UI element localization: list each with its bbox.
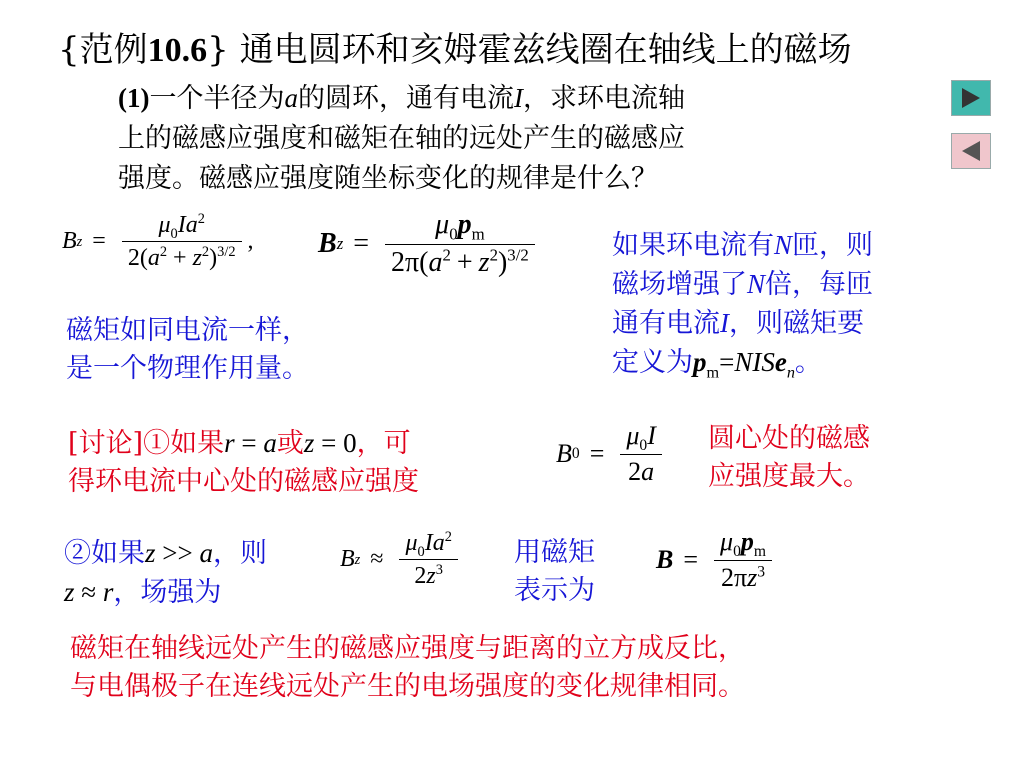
note-line: 是一个物理作用量。 [66, 353, 309, 384]
fraction [714, 528, 772, 592]
var-p: p [457, 209, 472, 240]
denominator [715, 564, 771, 593]
num-2: 2 [127, 245, 140, 272]
text: 如果环电流有 [612, 230, 774, 261]
sub-0: 0 [449, 224, 458, 244]
var-a: a [185, 212, 198, 238]
var-z: z [145, 538, 156, 568]
symbol-B: B [62, 228, 77, 255]
problem-line-3: 强度。磁感应强度随坐标变化的规律是什么？ [118, 163, 658, 194]
symbol-B: B [318, 228, 337, 260]
sub-0: 0 [417, 543, 425, 560]
problem-statement [118, 78, 848, 199]
var-NIS: NIS [734, 347, 775, 377]
text: 倍，每匝 [765, 269, 874, 300]
text: 或 [276, 428, 304, 459]
formula-bz-current: B z = $\frac{\mu_0Ia^2}{2(a^2 + z^2)^{3/2}}$ , [62, 211, 254, 272]
sup-3: 3 [435, 562, 443, 579]
sup-2: 2 [201, 244, 210, 261]
var-N: N [774, 230, 793, 260]
formula-b0: B 0 = $\frac{\mu_0I}{2a}$ [556, 422, 668, 486]
discussion-line: 得环电流中心处的磁感应强度 [68, 466, 419, 497]
fraction [385, 210, 535, 279]
sup-3-2: 3/2 [507, 245, 529, 265]
note-line [612, 343, 873, 382]
slide-title [58, 22, 852, 71]
sub-m: m [753, 543, 767, 561]
fraction [620, 422, 662, 486]
pi: π [405, 246, 420, 278]
discussion-line [64, 534, 267, 573]
denominator [385, 245, 535, 279]
text: 匝，则 [792, 230, 874, 261]
var-I: I [424, 530, 433, 556]
sup-3: 3 [757, 562, 766, 580]
mu: μ [626, 421, 640, 450]
formula-b-moment-far [656, 528, 778, 592]
var-z: z [64, 577, 75, 607]
sup-2: 2 [444, 529, 452, 545]
note-line [612, 304, 873, 343]
title-prefix: {范例 [58, 30, 148, 70]
var-N: N [747, 269, 766, 299]
fraction-bar [714, 560, 772, 561]
discussion-line [64, 573, 267, 612]
var-a: a [284, 83, 298, 113]
text: 定义为 [612, 347, 693, 378]
discussion-line [68, 424, 419, 463]
text: ，则 [212, 538, 267, 569]
note-line [612, 265, 873, 304]
note-line [612, 226, 873, 265]
text: 。 [794, 347, 822, 378]
numerator [429, 209, 491, 244]
play-left-icon [962, 141, 980, 161]
symbol-B: B [556, 439, 572, 469]
discussion-1 [68, 424, 419, 501]
prev-slide-button[interactable] [951, 133, 991, 169]
equals-sign: = [683, 545, 699, 575]
var-p: p [740, 527, 754, 556]
fraction [399, 530, 457, 590]
play-right-icon [962, 88, 980, 108]
var-r: r [102, 577, 114, 607]
mu: μ [435, 209, 450, 240]
fraction-bar [122, 241, 242, 242]
text: [讨论]①如果 [68, 428, 225, 459]
sub-0: 0 [733, 543, 741, 561]
var-a: a [199, 538, 213, 568]
lparen: ( [419, 246, 429, 278]
equals-sign: = [589, 439, 605, 469]
note-line: 用磁矩 [514, 537, 595, 568]
symbol-B: B [340, 546, 355, 573]
sup-2: 2 [197, 211, 205, 227]
var-e: e [774, 347, 787, 377]
var-z: z [426, 563, 436, 590]
var-a: a [147, 245, 160, 272]
mu: μ [720, 527, 734, 556]
equals-sign: = [719, 347, 735, 377]
var-z: z [192, 245, 202, 272]
problem-text: 的圆环，通有电流 [297, 83, 514, 114]
title-number: 10.6 [147, 32, 208, 69]
formula-bz-moment: B z = $\frac{\mu_0p_m}{2\pi(a^2 + z^2)^{3/2}}$ [318, 210, 541, 279]
sub-n: n [786, 363, 795, 382]
mu: μ [158, 212, 171, 238]
sub-0: 0 [170, 225, 178, 242]
title-text: } 通电圆环和亥姆霍兹线圈在轴线上的磁场 [207, 30, 852, 70]
sup-2: 2 [442, 245, 451, 265]
var-a: a [641, 456, 655, 486]
conclusion-line-1: 磁矩在轴线远处产生的磁感应强度与距离的立方成反比， [70, 633, 745, 664]
note-line: 磁矩如同电流一样， [66, 315, 309, 346]
sup-2: 2 [159, 244, 168, 261]
rparen: ) [497, 246, 508, 278]
approx-sign: ≈ [74, 577, 103, 607]
note-n-turns [612, 226, 873, 382]
lparen: ( [139, 245, 148, 272]
text: ②如果 [64, 538, 145, 569]
var-a: a [428, 246, 443, 278]
var-z: z [303, 428, 315, 458]
comma: , [247, 228, 254, 255]
sub-0: 0 [639, 437, 648, 455]
var-I: I [177, 212, 186, 238]
text: 磁场增强了 [612, 269, 747, 300]
equals-sign: = [92, 228, 106, 255]
denominator [122, 245, 242, 271]
plus-sign: + [456, 246, 473, 278]
symbol-B: B [656, 545, 674, 575]
note-line: 圆心处的磁感 [708, 423, 870, 454]
num-2: 2 [720, 562, 734, 592]
text: 通有电流 [612, 308, 720, 339]
equals-zero: = 0 [314, 428, 357, 458]
note-line: 应强度最大。 [708, 461, 870, 492]
text: ，可 [356, 428, 411, 459]
sub-m: m [706, 363, 720, 382]
fraction-bar [399, 559, 457, 560]
denominator [622, 458, 660, 487]
sup-3-2: 3/2 [217, 244, 236, 261]
fraction-bar [620, 454, 662, 455]
center-max-note [708, 420, 870, 496]
fraction [122, 212, 242, 272]
problem-text: 一个半径为 [149, 83, 285, 114]
mu: μ [405, 530, 418, 556]
numerator [714, 527, 772, 561]
equals-sign: = [234, 428, 264, 458]
num-2: 2 [628, 456, 642, 486]
note-line: 表示为 [514, 575, 595, 606]
conclusion [70, 630, 745, 706]
var-I: I [647, 421, 656, 450]
moment-repr-note [514, 534, 595, 610]
numerator [620, 421, 662, 455]
approx-sign: ≈ [370, 546, 384, 573]
much-greater: >> [155, 538, 200, 568]
var-p: p [693, 347, 707, 377]
problem-text: ，求环电流轴 [522, 83, 685, 114]
var-r: r [224, 428, 235, 458]
note-moment [66, 312, 309, 388]
var-I: I [720, 308, 729, 338]
sub-m: m [471, 224, 485, 244]
text: ，则磁矩要 [729, 308, 864, 339]
numerator [399, 529, 457, 560]
equals-sign: = [353, 228, 370, 260]
conclusion-line-2: 与电偶极子在连线远处产生的电场强度的变化规律相同。 [70, 671, 745, 702]
var-I: I [513, 83, 523, 113]
num-2: 2 [391, 246, 406, 278]
formula-bz-far: B z ≈ $\frac{\mu_0Ia^2}{2z^3}$ [340, 530, 464, 590]
discussion-2 [64, 534, 267, 612]
next-slide-button[interactable] [951, 80, 991, 116]
num-2: 2 [414, 563, 427, 590]
denominator [408, 563, 449, 589]
rparen: ) [209, 245, 218, 272]
var-a: a [432, 530, 445, 556]
plus-sign: + [173, 245, 187, 272]
var-z: z [747, 562, 758, 592]
problem-line-2: 上的磁感应强度和磁矩在轴的远处产生的磁感应 [118, 123, 685, 154]
problem-number: (1) [118, 83, 150, 113]
var-z: z [478, 246, 490, 278]
numerator [152, 211, 210, 242]
problem-line-1 [118, 78, 848, 119]
pi: π [733, 562, 748, 592]
var-a: a [263, 428, 277, 458]
sup-2: 2 [489, 245, 498, 265]
text: ，场强为 [113, 577, 222, 608]
